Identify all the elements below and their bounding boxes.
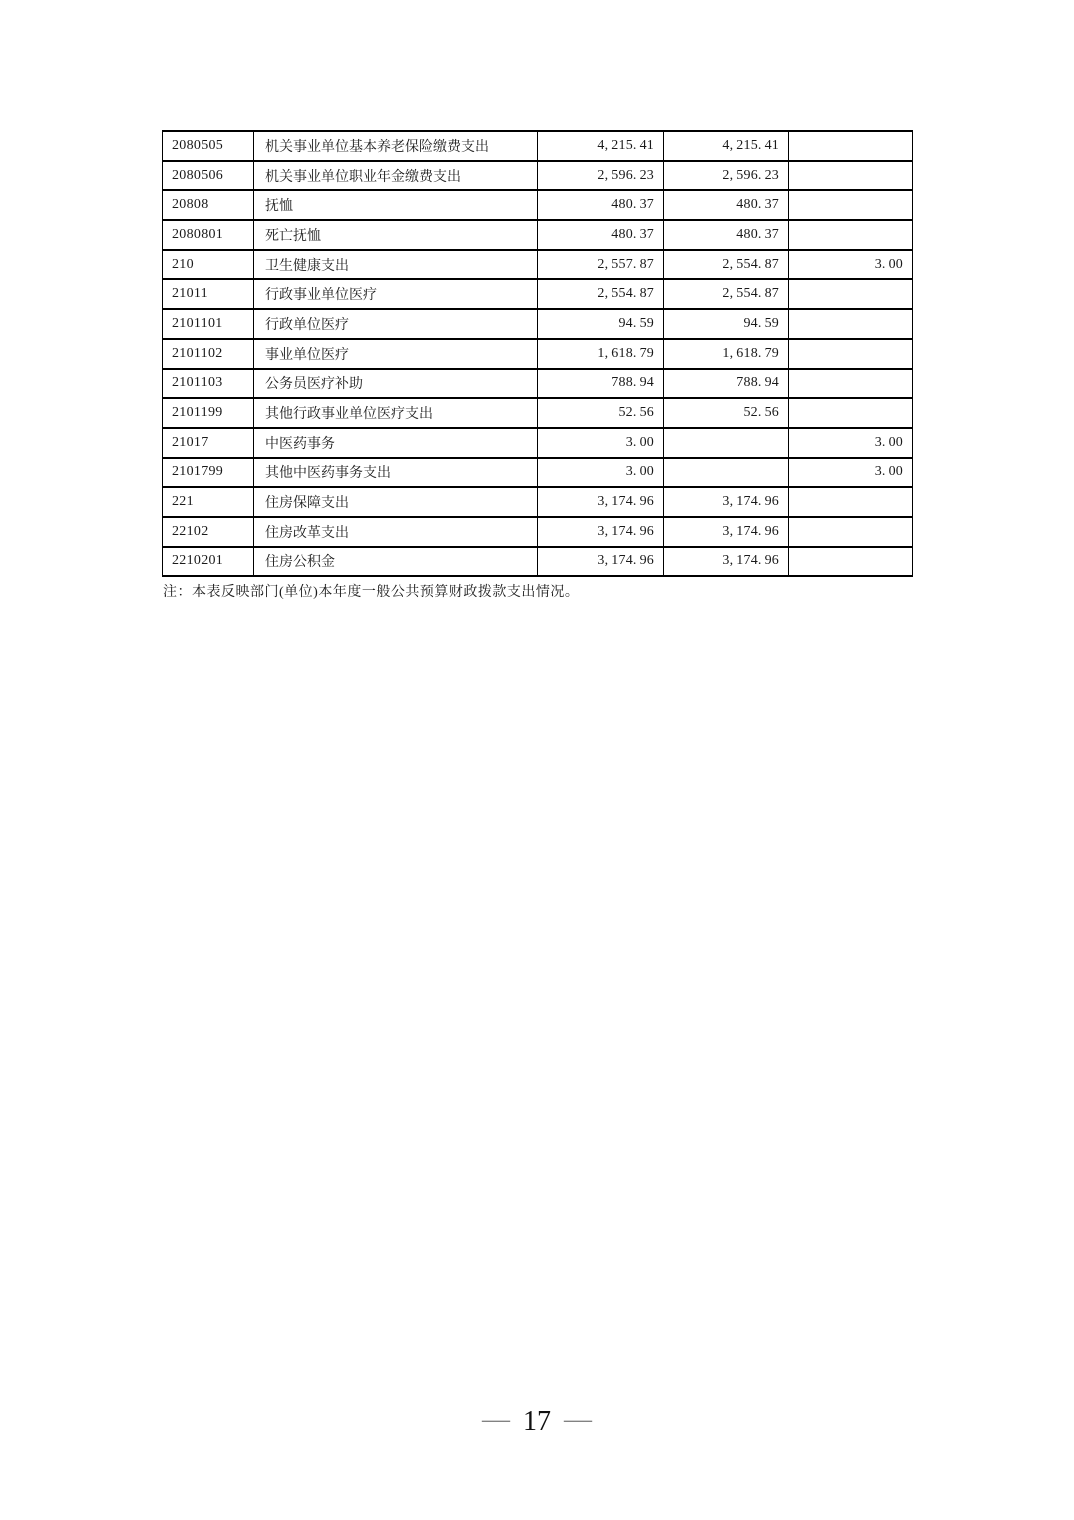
- name-cell: 抚恤: [254, 190, 538, 220]
- table-row: [163, 339, 913, 369]
- code-cell: 20808: [163, 190, 254, 220]
- name-cell: 住房改革支出: [254, 517, 538, 547]
- amount-cell: [789, 487, 913, 517]
- code-cell: 2080801: [163, 220, 254, 250]
- amount-cell: [664, 428, 789, 458]
- amount-cell: [789, 161, 913, 191]
- amount-cell: [789, 220, 913, 250]
- amount-cell: 3. 00: [538, 428, 664, 458]
- code-cell: 21017: [163, 428, 254, 458]
- amount-cell: 2, 554. 87: [664, 250, 789, 280]
- name-cell: 其他行政事业单位医疗支出: [254, 398, 538, 428]
- code-cell: 2101199: [163, 398, 254, 428]
- code-cell: 21011: [163, 279, 254, 309]
- code-cell: 2101103: [163, 369, 254, 399]
- amount-cell: 3. 00: [789, 458, 913, 488]
- table-row: [163, 220, 913, 250]
- name-cell: 行政事业单位医疗: [254, 279, 538, 309]
- amount-cell: 2, 554. 87: [538, 279, 664, 309]
- amount-cell: [789, 547, 913, 577]
- amount-cell: [789, 517, 913, 547]
- table-row: [163, 547, 913, 577]
- name-cell: 事业单位医疗: [254, 339, 538, 369]
- table-row: [163, 250, 913, 280]
- code-cell: 210: [163, 250, 254, 280]
- amount-cell: [789, 369, 913, 399]
- name-cell: 住房保障支出: [254, 487, 538, 517]
- page-number-dash-left: —: [482, 1404, 510, 1435]
- table-row: [163, 398, 913, 428]
- amount-cell: 2, 596. 23: [664, 161, 789, 191]
- amount-cell: [664, 458, 789, 488]
- code-cell: 2080505: [163, 131, 254, 161]
- amount-cell: 3, 174. 96: [664, 547, 789, 577]
- name-cell: 中医药事务: [254, 428, 538, 458]
- page-footer: [0, 1404, 1074, 1440]
- code-cell: 2080506: [163, 161, 254, 191]
- table-row: [163, 279, 913, 309]
- table-row: [163, 517, 913, 547]
- code-cell: 2101101: [163, 309, 254, 339]
- code-cell: 22102: [163, 517, 254, 547]
- name-cell: 其他中医药事务支出: [254, 458, 538, 488]
- amount-cell: 788. 94: [538, 369, 664, 399]
- budget-table: [162, 130, 913, 577]
- name-cell: 行政单位医疗: [254, 309, 538, 339]
- code-cell: 2101799: [163, 458, 254, 488]
- amount-cell: [789, 309, 913, 339]
- name-cell: 死亡抚恤: [254, 220, 538, 250]
- code-cell: 2101102: [163, 339, 254, 369]
- amount-cell: 94. 59: [538, 309, 664, 339]
- table-row: [163, 309, 913, 339]
- amount-cell: 2, 554. 87: [664, 279, 789, 309]
- amount-cell: 52. 56: [664, 398, 789, 428]
- amount-cell: [789, 339, 913, 369]
- amount-cell: 480. 37: [664, 220, 789, 250]
- amount-cell: 3, 174. 96: [538, 517, 664, 547]
- name-cell: 公务员医疗补助: [254, 369, 538, 399]
- amount-cell: 3. 00: [789, 250, 913, 280]
- table-row: [163, 161, 913, 191]
- name-cell: 机关事业单位基本养老保险缴费支出: [254, 131, 538, 161]
- amount-cell: 480. 37: [538, 190, 664, 220]
- amount-cell: 3. 00: [789, 428, 913, 458]
- amount-cell: 3, 174. 96: [538, 487, 664, 517]
- amount-cell: [789, 131, 913, 161]
- page-number: 17: [523, 1406, 551, 1437]
- amount-cell: 480. 37: [664, 190, 789, 220]
- amount-cell: [789, 279, 913, 309]
- amount-cell: 1, 618. 79: [538, 339, 664, 369]
- amount-cell: 480. 37: [538, 220, 664, 250]
- table-row: [163, 369, 913, 399]
- page-number-dash-right: —: [564, 1404, 592, 1435]
- budget-table-body: [163, 131, 913, 576]
- name-cell: 机关事业单位职业年金缴费支出: [254, 161, 538, 191]
- amount-cell: 2, 557. 87: [538, 250, 664, 280]
- table-row: [163, 458, 913, 488]
- table-row: [163, 190, 913, 220]
- amount-cell: 3. 00: [538, 458, 664, 488]
- amount-cell: 2, 596. 23: [538, 161, 664, 191]
- amount-cell: [789, 398, 913, 428]
- table-row: [163, 428, 913, 458]
- amount-cell: 3, 174. 96: [664, 517, 789, 547]
- amount-cell: 94. 59: [664, 309, 789, 339]
- name-cell: 住房公积金: [254, 547, 538, 577]
- amount-cell: 788. 94: [664, 369, 789, 399]
- table-row: [163, 487, 913, 517]
- code-cell: 2210201: [163, 547, 254, 577]
- amount-cell: 4, 215. 41: [664, 131, 789, 161]
- name-cell: 卫生健康支出: [254, 250, 538, 280]
- table-row: [163, 131, 913, 161]
- amount-cell: [789, 190, 913, 220]
- amount-cell: 4, 215. 41: [538, 131, 664, 161]
- amount-cell: 52. 56: [538, 398, 664, 428]
- amount-cell: 3, 174. 96: [538, 547, 664, 577]
- table-note: 注：本表反映部门(单位)本年度一般公共预算财政拨款支出情况。: [163, 585, 580, 600]
- amount-cell: 1, 618. 79: [664, 339, 789, 369]
- amount-cell: 3, 174. 96: [664, 487, 789, 517]
- code-cell: 221: [163, 487, 254, 517]
